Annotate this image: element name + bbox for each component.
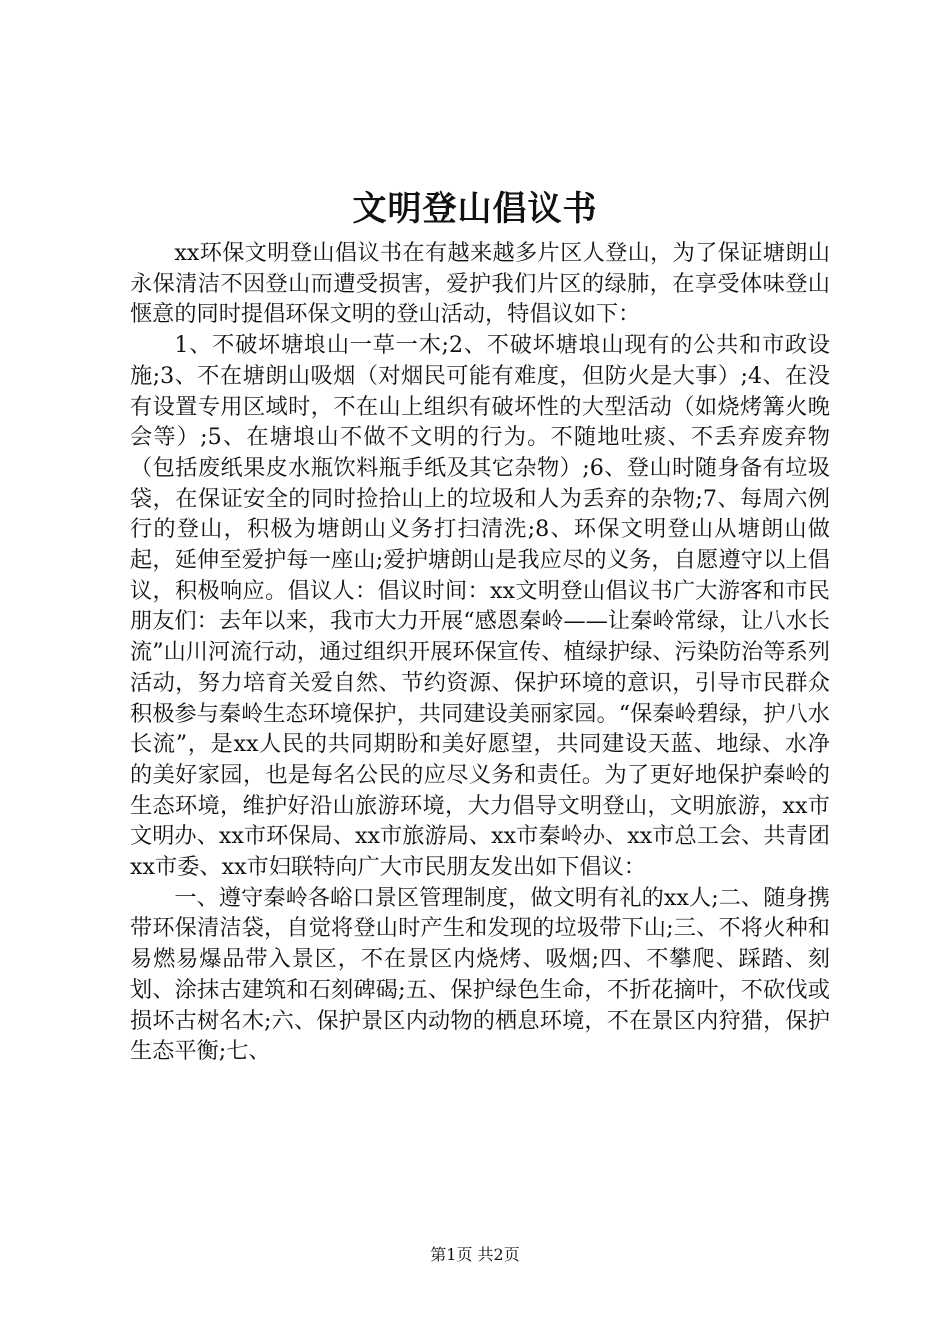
page-number-footer: 第1页 共2页 <box>430 1245 520 1264</box>
document-title: 文明登山倡议书 <box>352 189 598 229</box>
paragraph-items: 1、不破坏塘埌山一草一木;2、不破坏塘埌山现有的公共和市政设施;3、不在塘朗山吸烟（对烟民可能有难度，但防火是大事）;4、在没有设置专用区域时，不在山上组织有破坏性的大型活动（如烧烤篝火晚会等）;5、在塘埌山不做不文明的行为。不随地吐痰、不丢弃废弃物（包括废纸果皮水瓶饮料瓶手纸及其它杂物）;6、登山时随身备有垃圾袋，在保证安全的同时捡拾山上的垃圾和人为丢弃的杂物;7、每周六例行的登山，积极为塘朗山义务打扫清洗;8、环保文明登山从塘朗山做起，延伸至爱护每一座山;爱护塘朗山是我应尽的义务，自愿遵守以上倡议，积极响应。倡议人：倡议时间：xx文明登山倡议书广大游客和市民朋友们：去年以来，我市大力开展“感恩秦岭——让秦岭常绿，让八水长流”山川河流行动，通过组织开展环保宣传、植绿护绿、污染防治等系列活动，努力培育关爱自然、节约资源、保护环境的意识，引导市民群众积极参与秦岭生态环境保护，共同建设美丽家园。“保秦岭碧绿，护八水长流”，是xx人民的共同期盼和美好愿望，共同建设天蓝、地绿、水净的美好家园，也是每名公民的应尽义务和责任。为了更好地保护秦岭的生态环境，维护好沿山旅游环境，大力倡导文明登山，文明旅游，xx市文明办、xx市环保局、xx市旅游局、xx市秦岭办、xx市总工会、共青团xx市委、xx市妇联特向广大市民朋友发出如下倡议： <box>130 332 830 881</box>
paragraph-proposals: 一、遵守秦岭各峪口景区管理制度，做文明有礼的xx人;二、随身携带环保清洁袋，自觉将登山时产生和发现的垃圾带下山;三、不将火种和易燃易爆品带入景区，不在景区内烧烤、吸烟;四、不攀爬、踩踏、刻划、涂抹古建筑和石刻碑碣;五、保护绿色生命，不折花摘叶，不砍伐或损坏古树名木;六、保护景区内动物的栖息环境，不在景区内狩猎，保护生态平衡;七、 <box>130 884 830 1065</box>
paragraph-intro: xx环保文明登山倡议书在有越来越多片区人登山，为了保证塘朗山永保清洁不因登山而遭受损害，爱护我们片区的绿肺，在享受体味登山惬意的同时提倡环保文明的登山活动，特倡议如下： <box>130 240 830 328</box>
document-body <box>130 238 830 1067</box>
